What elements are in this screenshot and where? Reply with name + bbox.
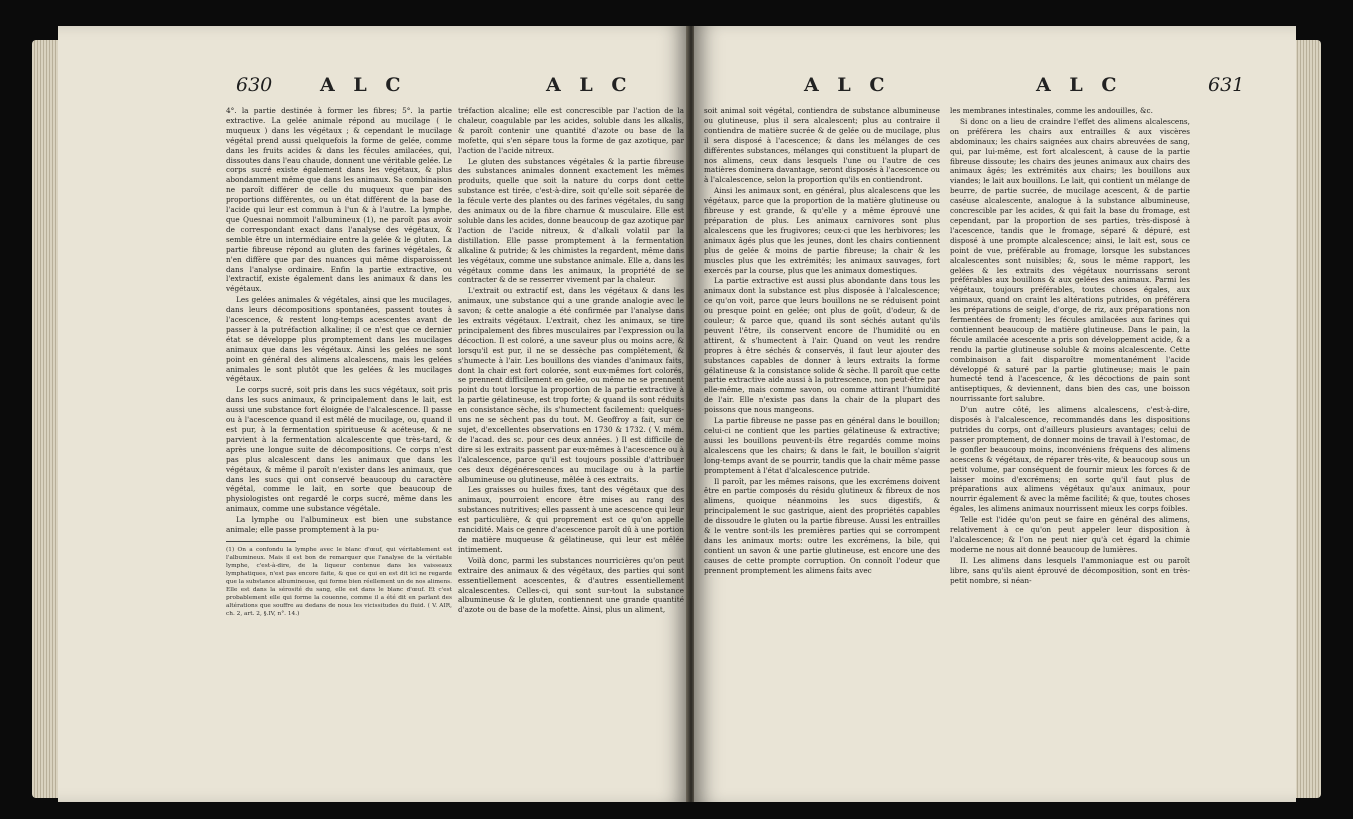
paragraph: La lymphe ou l'albumineux est bien une substance animale; elle passe promptement à la pu- [226,515,452,535]
left-column-b [458,106,684,616]
right-column-a [704,106,940,577]
paragraph: Si donc on a lieu de craindre l'effet des alimens alcalescens, on préférera les chairs aux entrailles & aux viscères abdominaux; les chairs saignées aux chairs abreuvées de sang, qui, par lui-même, est fort alcalescent, à cause de la partie fibreuse dissoute; les chairs des jeunes animaux aux chairs des animaux âgés; les extrémités aux chairs; les bouillons aux viandes; le lait aux bouillons. Le lait, qui contient un mélange de beurre, de partie sucrée, de mucilage acescent, & de partie caséuse alcalescente, analogue à la substance albumineuse, concrescible par les acides, & qui fait la base du fromage, est cependant, par la proportion de ses parties, très-disposé à l'acescence, tandis que le fromage, séparé & dépuré, est disposé à une prompte alcalescence; ainsi, le lait est, sous ce point de vue, préférable au fromage, lorsque les substances alcalescentes sont nuisibles; &, sous le même rapport, les gelées & les extraits des végétaux nourrissans seront préférables aux bouillons & aux gelées des animaux. Parmi les végétaux, toujours préférables, toutes choses égales, aux animaux, quand on craint les altérations putrides, on préférera les préparations de seigle, d'orge, de riz, aux préparations non fermentées de froment; les fécules amilacées aux farines qui contiennent beaucoup de matière glutineuse. Dans le pain, la fécule amilacée acescente a pris son développement acide, & a rendu la partie glutineuse soluble & moins alcalescente. Cette combinaison a fait disparoître momentanément l'acide développé & saturé par la partie glutineuse; mais le pain humecté tend à l'acescence, & les décoctions de pain sont antiseptiques, & deviennent, dans bien des cas, une boisson nourrissante fort salubre. [950,116,1190,404]
right-running-head-2: A L C [1036,74,1123,96]
paragraph: Voilà donc, parmi les substances nourricières qu'on peut extraire des animaux & des végétaux, des parties qui sont essentiellement acescentes, & d'autres essentiellement alcalescentes. Celles-ci, qui sont sur-tout la substance albumineuse & le gluten, contiennent une grande quantité d'azote ou de base de la mofette. Ainsi, plus un aliment, [458,555,684,615]
paragraph: Telle est l'idée qu'on peut se faire en général des alimens, relativement à ce qu'on peut appeler leur disposition à l'alcalescence; & l'on ne peut nier qu'à cet égard la chimie moderne ne nous ait donné beaucoup de lumières. [950,515,1190,554]
footnote: (1) On a confondu la lymphe avec le blanc d'œuf, qui véritablement est l'albumineux. Mais il est bon de remarquer que l'analyse de la véritable lymphe, c'est-à-dire, de la liqueur contenue dans les vaisseaux lymphatiques, n'est pas encore faite, & que ce qui en est dit ici ne regarde que la substance albumineuse, qui forme bien réellement un de nos alimens. Elle est dans la sérosité du sang, elle est dans le blanc d'œuf. Et c'est probablement elle qui forme la couenne, comme il a été dit en parlant des altérations que souffre au dedans de nous les vicissitudes du fluid. ( V. AIR, ch. 2, art. 2, §.IV, n°. 14.) [226,546,452,617]
left-running-head-1: A L C [320,74,407,96]
paragraph: Ainsi les animaux sont, en général, plus alcalescens que les végétaux, parce que la proportion de la matière glutineuse ou fibreuse y est grande, & qu'elle y a même éprouvé une préparation de plus. Les animaux carnivores sont plus alcalescens que les frugivores; ceux-ci que les herbivores; les animaux âgés plus que les jeunes, dont les chairs contiennent plus de gelée & moins de partie fibreuse; la chair & les muscles plus que les extrémités; les animaux sauvages, fort exercés par la course, plus que les animaux domestiques. [704,186,940,275]
paragraph: les membranes intestinales, comme les andouilles, &c. [950,106,1153,115]
paragraph: L'extrait ou extractif est, dans les végétaux & dans les animaux, une substance qui a une grande analogie avec le savon; & cette analogie a été confirmée par l'analyse dans les extraits végétaux. L'extrait, chez les animaux, se tire principalement des fibres musculaires par l'expression ou la décoction. Il est coloré, a une saveur plus ou moins acre, & lorsqu'il est pur, il ne se dessèche pas complétement, & s'humecte à l'air. Les bouillons des viandes d'animaux faits, dont la chair est fort colorée, sont eux-mêmes fort colorés, se prennent difficilement en gelée, ou même ne se prennent point du tout lorsque la proportion de la partie extractive à la partie gélatineuse, est trop forte; & quand ils sont réduits en consistance sèche, ils s'humectent facilement: quelques-uns ne se sèchent pas du tout. M. Geoffroy a fait, sur ce sujet, d'excellentes observations en 1730 & 1732. ( V. mém. de l'acad. des sc. pour ces deux années. ) Il est difficile de dire si les extraits passent par eux-mêmes à l'acescence ou à l'alcalescence, parce qu'il est toujours possible d'attribuer ces deux dégénérescences au mucilage ou à la partie albumineuse ou glutineuse, mêlée à ces extraits. [458,286,684,484]
paragraph: La partie fibreuse ne passe pas en général dans le bouillon; celui-ci ne contient que les parties gélatineuse & extractive; aussi les bouillons peuvent-ils être regardés comme moins alcalescens que les chairs; & dans le fait, le bouillon s'aigrit long-temps avant de se pourrir, tandis que la chair même passe promptement à l'état d'alcalescence putride. [704,416,940,475]
paragraph: 4°. la partie destinée à former les fibres; 5°. la partie extractive. La gelée animale répond au mucilage ( le muqueux ) dans les végétaux ; & cependant le mucilage végétal prend aussi quelquefois la forme de gelée, comme dans les fruits acides & dans les fécules amilacées, qui, dissoutes dans l'eau chaude, donnent une véritable gelée. Le corps sucré existe également dans les végétaux, & plus abondamment même que dans les animaux. Sa combinaison ne paroît différer de celle du muqueux que par des proportions différentes, ou un état différent de la base de l'acide qui leur est commun à l'un & à l'autre. La lymphe, que Quesnai nommoit l'albumineux (1), ne paroît pas avoir de correspondant exact dans l'analyse des végétaux, & semble être un intermédiaire entre la gelée & le gluten. La partie fibreuse répond au gluten des farines végétales, & n'en diffère que par des nuances qui même disparoissent dans l'analyse ordinaire. Enfin la partie extractive, ou l'extractif, existe également dans les animaux & dans les végétaux. [226,106,452,294]
paragraph: Il paroît, par les mêmes raisons, que les excrémens doivent être en partie composés du résidu glutineux & fibreux de nos alimens, quoique néanmoins les sucs digestifs, & principalement le suc gastrique, aient des propriétés capables de dissoudre le gluten ou la partie fibreuse. Aussi les entrailles & le ventre sont-ils les premières parties qui se corrompent dans les animaux morts: outre les excrémens, la bile, qui contient un savon & une partie glutineuse, est encore une des causes de cette prompte corruption. On connoît l'odeur que prennent promptement les alimens faits avec [704,476,940,575]
paragraph: Le corps sucré, soit pris dans les sucs végétaux, soit pris dans les sucs animaux, & principalement dans le lait, est aussi une substance fort éloignée de l'alcalescence. Il passe ou à l'acescence quand il est mêlé de mucilage, ou, quand il est pur, à la fermentation spiritueuse & acéteuse, & ne parvient à la fermentation alcalescente que très-tard, & après une longue suite de décompositions. Ce corps n'est pas plus alcalescent dans les animaux que dans les végétaux, & même il paroît n'exister dans les animaux, que dans les sucs qui ont conservé beaucoup du caractère végétal, comme le lait, en sorte que beaucoup de physiologistes ont regardé le corps sucré, même dans les animaux, comme une substance végétale. [226,385,452,514]
paragraph: Les graisses ou huiles fixes, tant des végétaux que des animaux, pourroient encore être mises au rang des substances nutritives; elles passent à une acescence qui leur est particulière, & qui proprement est ce qu'on appelle rancidité. Mais ce genre d'acescence paroît dû à une portion de matière muqueuse & gélatineuse, qui leur est mêlée intimement. [458,485,684,554]
paragraph: Les gelées animales & végétales, ainsi que les mucilages, dans leurs décompositions spontanées, passent toutes à l'acescence, & restent long-temps acescentes avant de passer à la putréfaction alkaline; il ce n'est que ce dernier état se développe plus promptement dans les mucilages animaux que dans les végétaux. Ainsi les gelées ne sont point en général des alimens alcalescens, mais les gelées animales le sont plutôt que les gelées & les mucilages végétaux. [226,295,452,384]
paragraph: D'un autre côté, les alimens alcalescens, c'est-à-dire, disposés à l'alcalescence, recommandés dans les dispositions putrides du corps, ont d'ailleurs plusieurs avantages; celui de passer promptement, de donner moins de travail à l'estomac, de le gonfler beaucoup moins, inconvéniens fréquens des alimens acescens & végétaux, de réparer très-vite, & beaucoup sous un petit volume, par conséquent de fournir mieux les forces & de laisser moins d'excrémens; en sorte qu'il faut plus de préparations aux alimens végétaux qu'aux animaux, pour nourrir également & avec la même facilité; & que, toutes choses égales, les alimens animaux nourrissent mieux les corps foibles. [950,405,1190,514]
right-running-head-1: A L C [804,74,891,96]
right-page-header [694,74,1296,104]
paragraph: La partie extractive est aussi plus abondante dans tous les animaux dont la substance est plus disposée à l'alcalescence; ce qu'on voit, parce que leurs bouillons ne se réduisent point ou presque point en gelée; ont plus de goût, d'odeur, & de couleur; & parce que, quand ils sont séchés autant qu'ils peuvent l'être, ils conservent encore de l'humidité ou en attirent, & s'humectent à l'air. Quand on veut les rendre propres à être séchés & conservés, il faut leur ajouter des substances capables de donner à leurs extraits la forme gélatineuse & la consistance solide & sèche. Il paroît que cette partie extractive aide aussi à la putrescence, non peut-être par elle-même, mais comme savon, ou comme attirant l'humidité de l'air. Elle n'existe pas dans la chair de la plupart des poissons que nous mangeons. [704,276,940,415]
right-column-b [950,106,1190,587]
paragraph: II. Les alimens dans lesquels l'ammoniaque est ou paroît libre, sans qu'ils aient éprouvé de décomposition, sont en très-petit nombre, si néan- [950,555,1190,585]
paragraph: soit animal soit végétal, contiendra de substance albumineuse ou glutineuse, plus il sera alcalescent; plus au contraire il contiendra de matière sucrée & de gelée ou de mucilage, plus il sera disposé à l'acescence; & dans les mélanges de ces différentes substances, mélanges qui constituent la plupart de nos alimens, ceux dans lesquels l'une ou l'autre de ces matières dominera davantage, seront disposés à l'acescence ou à l'alcalescence, selon la proportion qu'ils en contiendront. [704,106,940,185]
footnote-rule [226,541,296,542]
left-running-head-2: A L C [546,74,633,96]
left-column-a [226,106,452,618]
paragraph: Le gluten des substances végétales & la partie fibreuse des substances animales donnent exactement les mêmes produits, quelle que soit la nature du corps dont cette substance est tirée, c'est-à-dire, soit qu'elle soit séparée de la fécule verte des plantes ou des farines végétales, du sang des animaux ou de la fibre charnue & musculaire. Elle est soluble dans les acides, donne beaucoup de gaz azotique par l'action de l'acide nitreux, & d'alkali volatil par la distillation. Elle passe promptement à la fermentation alkaline & putride; & les chimistes la regardent, même dans les végétaux, comme une substance animale. Elle a, dans les végétaux comme dans les animaux, la propriété de se contracter & de se resserrer vivement par la chaleur. [458,156,684,285]
left-page [58,26,688,802]
right-page-number: 631 [1208,74,1245,96]
right-page [694,26,1296,802]
left-page-number: 630 [236,74,273,96]
paragraph: tréfaction alcaline; elle est concrescible par l'action de la chaleur, coagulable par les acides, soluble dans les alkalis, & paroît contenir une quantité d'azote ou base de la mofette, qui s'en sépare tous la forme de gaz azotique, par l'action de l'acide nitreux. [458,106,684,155]
left-page-header [58,74,688,104]
